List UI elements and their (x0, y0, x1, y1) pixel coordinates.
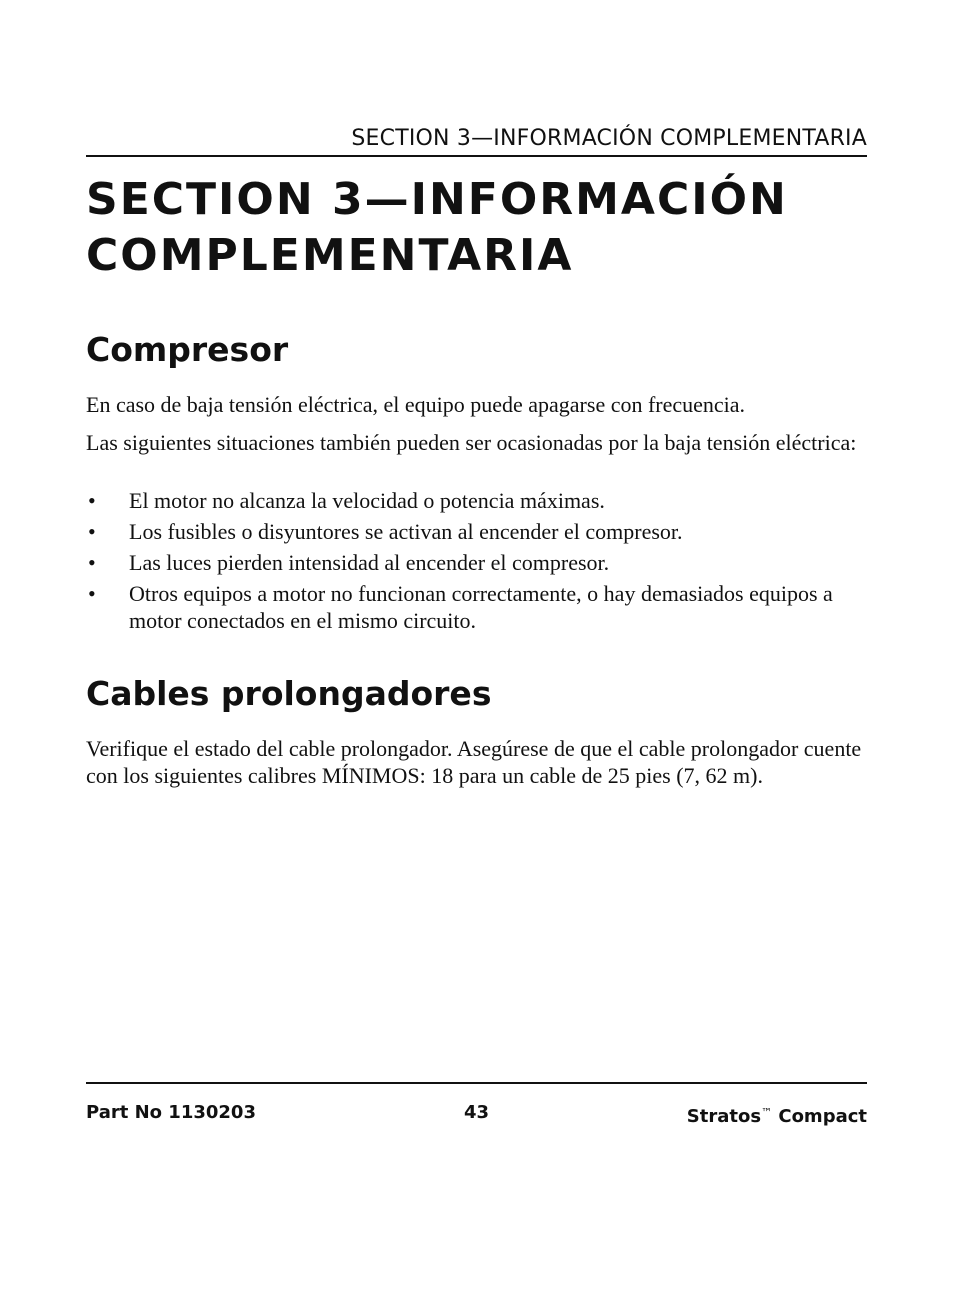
list-item-text: El motor no alcanza la velocidad o potencia máximas. (129, 488, 605, 513)
running-header: SECTION 3—INFORMACIÓN COMPLEMENTARIA (351, 126, 867, 151)
footer-rule (86, 1082, 867, 1084)
section-title-line-1: SECTION 3—INFORMACIÓN (86, 174, 788, 225)
list-item-text: Los fusibles o disyuntores se activan al encender el compresor. (129, 519, 683, 544)
header-rule (86, 155, 867, 157)
product-name (687, 1099, 867, 1131)
list-item (86, 487, 867, 514)
section-title (86, 172, 867, 284)
page-number: 43 (463, 1102, 490, 1123)
page-footer (86, 1099, 867, 1127)
bullet-marker: • (88, 519, 96, 544)
list-item (86, 549, 867, 576)
bullet-marker: • (88, 488, 96, 513)
compresor-paragraph-1: En caso de baja tensión eléctrica, el equipo puede apagarse con frecuencia. (86, 392, 746, 417)
section-title-line-2: COMPLEMENTARIA (86, 230, 574, 281)
cables-paragraph: Verifique el estado del cable prolongador. Asegúrese de que el cable prolongador cuente con los siguientes calibres MÍNIMOS: 18 para un cable de 25 pies (7, 62 m). (86, 736, 862, 788)
list-item-text: Las luces pierden intensidad al encender el compresor. (129, 550, 610, 575)
list-item (86, 580, 867, 634)
trademark-symbol: ™ (761, 1106, 773, 1119)
part-number: Part No 1130203 (86, 1102, 256, 1123)
cables-heading: Cables prolongadores (86, 674, 492, 713)
bullet-marker: • (88, 550, 96, 575)
product-brand: Stratos (686, 1106, 762, 1127)
list-item (86, 518, 867, 545)
compresor-bullet-list (86, 487, 867, 638)
product-model: Compact (778, 1106, 867, 1127)
list-item-text: Otros equipos a motor no funcionan correctamente, o hay demasiados equipos a motor conectados en el mismo circuito. (129, 581, 833, 633)
compresor-paragraph-2: Las siguientes situaciones también pueden ser ocasionadas por la baja tensión eléctrica: (86, 430, 857, 455)
bullet-marker: • (88, 581, 96, 606)
compresor-heading: Compresor (86, 330, 289, 369)
